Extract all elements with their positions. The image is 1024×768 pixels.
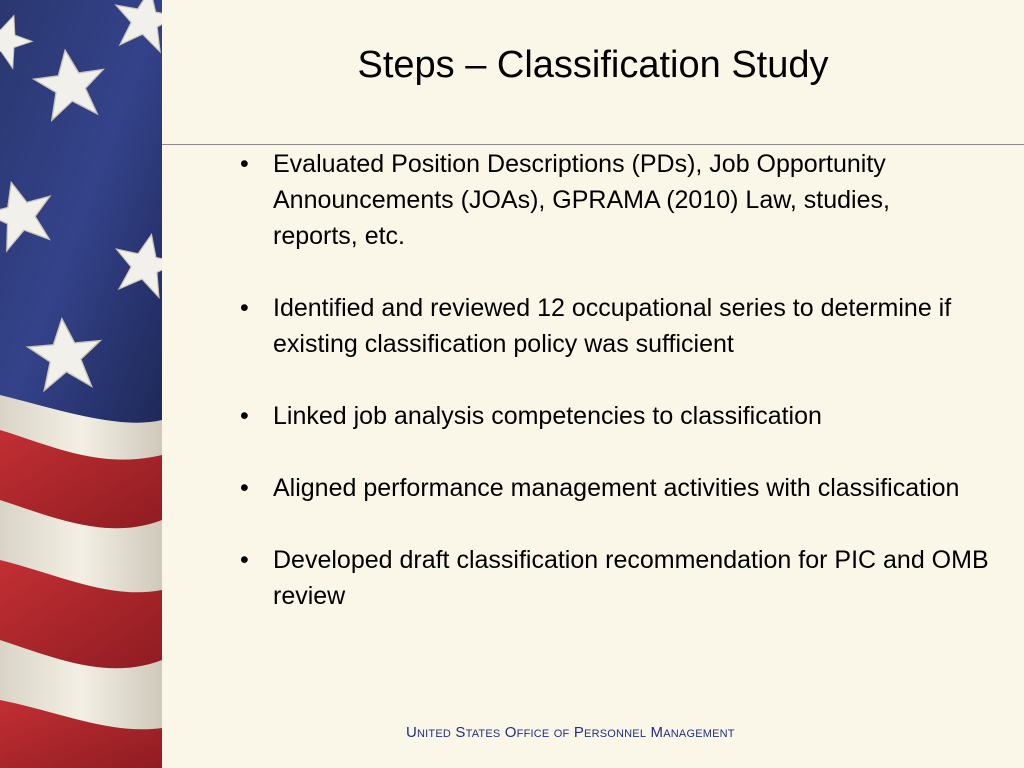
footer-opm: United States Office of Personnel Management bbox=[406, 724, 735, 741]
american-flag-image bbox=[0, 0, 162, 768]
title-divider bbox=[162, 144, 1024, 145]
bullet-dot: • bbox=[240, 294, 249, 322]
list-item bbox=[240, 470, 1010, 506]
bullet-dot: • bbox=[240, 402, 249, 430]
list-item bbox=[240, 146, 933, 254]
bullet-list bbox=[240, 146, 1010, 650]
slide-title: Steps – Classification Study bbox=[357, 44, 829, 86]
list-item bbox=[240, 398, 1010, 434]
bullet-text: Evaluated Position Descriptions (PDs), Job Opportunity Announcements (JOAs), GPRAMA (2010) Law, studies, reports, etc. bbox=[273, 150, 890, 250]
bullet-dot: • bbox=[240, 546, 249, 574]
bullet-text: Aligned performance management activities with classification bbox=[273, 474, 960, 502]
bullet-text: Identified and reviewed 12 occupational series to determine if existing classification policy was sufficient bbox=[273, 294, 952, 358]
bullet-text: Linked job analysis competencies to classification bbox=[273, 402, 822, 430]
bullet-dot: • bbox=[240, 150, 249, 178]
bullet-text: Developed draft classification recommendation for PIC and OMB review bbox=[273, 546, 989, 610]
list-item bbox=[240, 290, 1010, 362]
bullet-dot: • bbox=[240, 474, 249, 502]
list-item bbox=[240, 542, 1010, 614]
